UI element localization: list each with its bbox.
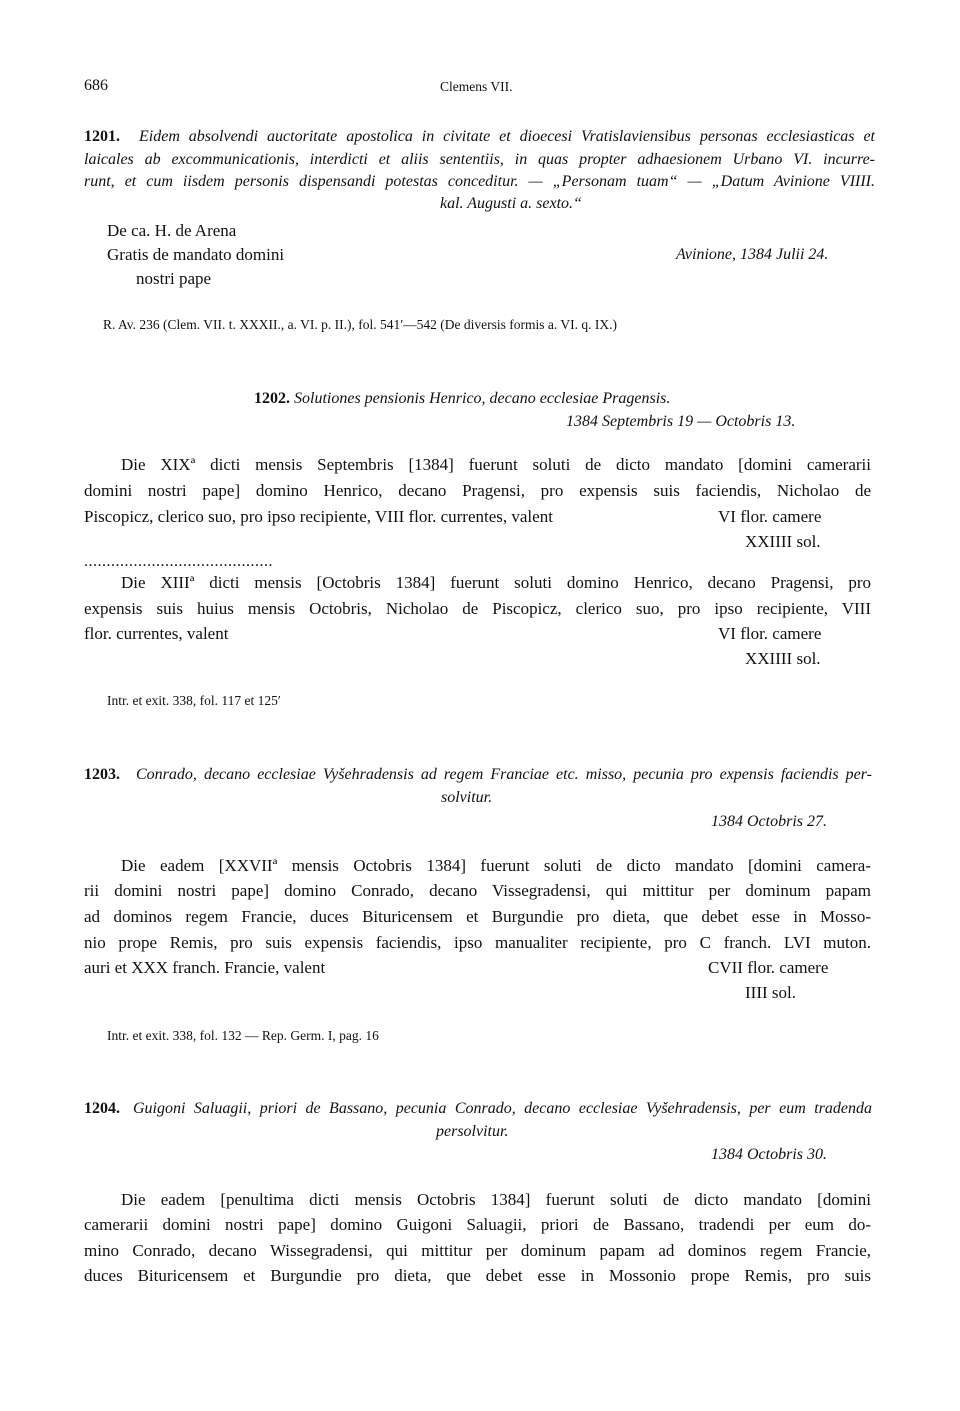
- entry-summary-line: kal. Augusti a. sexto.“: [440, 195, 582, 212]
- para-line: duces Bituricensem et Burgundie pro dieta, que debet esse in Mossonio prope Remis, pro suis: [84, 1266, 871, 1285]
- omission-dots: ..........................................: [84, 553, 273, 570]
- entry-date: 1384 Octobris 27.: [711, 813, 827, 830]
- entry-title: Solutiones pensionis Henrico, decano ecclesiae Pragensis.: [294, 390, 671, 407]
- entry-summary-line: Eidem absolvendi auctoritate apostolica in civitate et dioecesi Vratislaviensibus personas ecclesiasticas et: [139, 128, 875, 145]
- chancery-note: De ca. H. de Arena: [107, 221, 237, 240]
- para-line: domini nostri pape] domino Henrico, decano Pragensi, pro expensis suis faciendis, Nicholao de: [84, 481, 871, 500]
- entry-number-1204: 1204.: [84, 1100, 120, 1117]
- para-line: mino Conrado, decano Wissegradensi, qui mittitur per dominum papam ad dominos regem Francie,: [84, 1241, 871, 1260]
- entry-title-line: persolvitur.: [436, 1123, 509, 1140]
- para-line: flor. currentes, valent: [84, 624, 229, 643]
- entry-summary-line: laicales ab excommunicationis, interdicti et aliis sententiis, in quas propter adhaesionem Urbano VI. incurre-: [84, 151, 875, 168]
- para-line: Die eadem [penultima dicti mensis Octobris 1384] fuerunt soluti de dicto mandato [domini: [121, 1190, 871, 1209]
- entry-summary-line: runt, et cum iisdem personis dispensandi potestas conceditur. — „Personam tuam“ — „Datum Avinione VIIII.: [84, 173, 875, 190]
- page-number: 686: [84, 77, 108, 94]
- amount: IIII sol.: [745, 983, 796, 1002]
- entry-number-1203: 1203.: [84, 766, 120, 783]
- chancery-note: nostri pape: [136, 269, 212, 288]
- amount: XXIIII sol.: [745, 532, 821, 551]
- para-line: rii domini nostri pape] domino Conrado, decano Vissegradensi, qui mittitur per dominum papam: [84, 881, 871, 900]
- entry-number-1201: 1201.: [84, 128, 120, 145]
- para-line: expensis suis huius mensis Octobris, Nicholao de Piscopicz, clerico suo, pro ipso recipiente, VIII: [84, 599, 871, 618]
- chancery-note: Gratis de mandato domini: [107, 245, 285, 264]
- entry-number-1202: 1202.: [254, 390, 290, 407]
- entry-title-line: Conrado, decano ecclesiae Vyšehradensis ad regem Franciae etc. misso, pecunia pro expensis faciendis per-: [136, 766, 872, 783]
- source-reference: Intr. et exit. 338, fol. 117 et 125′: [107, 693, 281, 708]
- place-date: Avinione, 1384 Julii 24.: [676, 246, 829, 263]
- para-line: Die eadem [XXVIIª mensis Octobris 1384] fuerunt soluti de dicto mandato [domini camera-: [121, 856, 871, 875]
- amount: VI flor. camere: [718, 624, 822, 643]
- entry-title-line: solvitur.: [441, 789, 493, 806]
- running-title: Clemens VII.: [440, 79, 513, 94]
- entry-title-line: Guigoni Saluagii, priori de Bassano, pecunia Conrado, decano ecclesiae Vyšehradensis, per eum tradenda: [133, 1100, 872, 1117]
- para-line: camerarii domini nostri pape] domino Guigoni Saluagii, priori de Bassano, tradendi per eum do-: [84, 1215, 871, 1234]
- para-line: Piscopicz, clerico suo, pro ipso recipiente, VIII flor. currentes, valent: [84, 507, 553, 526]
- entry-date: 1384 Septembris 19 — Octobris 13.: [566, 413, 796, 430]
- amount: VI flor. camere: [718, 507, 822, 526]
- para-line: nio prope Remis, pro suis expensis faciendis, ipso manualiter recipiente, pro C franch. LVI muton.: [84, 933, 871, 952]
- para-line: Die XIXª dicti mensis Septembris [1384] fuerunt soluti de dicto mandato [domini camerarii: [121, 455, 871, 474]
- entry-date: 1384 Octobris 30.: [711, 1146, 827, 1163]
- source-reference: R. Av. 236 (Clem. VII. t. XXXII., a. VI. p. II.), fol. 541′—542 (De diversis formis a. VI. q. IX.): [103, 317, 618, 332]
- para-line: auri et XXX franch. Francie, valent: [84, 958, 326, 977]
- amount: XXIIII sol.: [745, 649, 821, 668]
- amount: CVII flor. camere: [708, 958, 829, 977]
- entry-heading-1202: [254, 390, 670, 408]
- para-line: ad dominos regem Francie, duces Bituricensem et Burgundie pro dieta, que debet esse in Mosso-: [84, 907, 871, 926]
- source-reference: Intr. et exit. 338, fol. 132 — Rep. Germ. I, pag. 16: [107, 1028, 379, 1043]
- para-line: Die XIIIª dicti mensis [Octobris 1384] fuerunt soluti domino Henrico, decano Pragensi, pro: [121, 573, 871, 592]
